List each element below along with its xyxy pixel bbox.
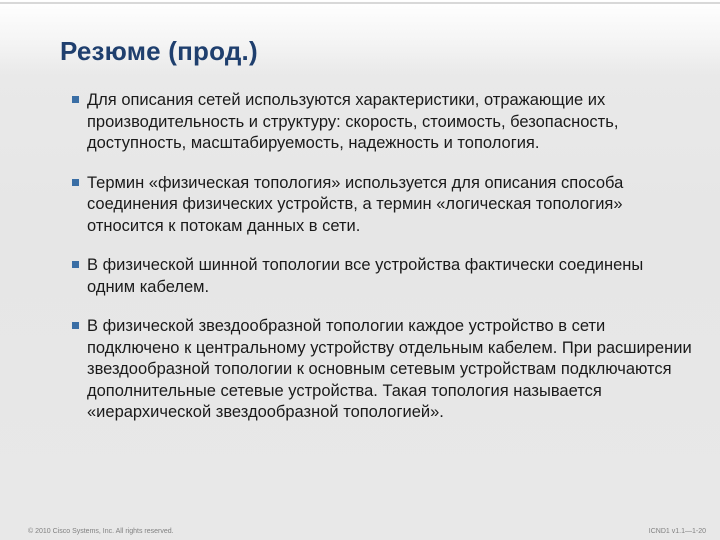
bullet-text: В физической звездообразной топологии каждое устройство в сети подключено к центральному устройству отдельным кабелем. При расширении звездообразной топологии к основным сетевым устройствам подключаются дополнительные сетевые устройства. Такая топология называется «иерархической звездообразной топологией». — [87, 317, 692, 421]
square-bullet-icon — [72, 96, 79, 103]
bullet-text: Термин «физическая топология» используется для описания способа соединения физических устройств, а термин «логическая топология» относится к потокам данных в сети. — [87, 173, 624, 235]
square-bullet-icon — [72, 322, 79, 329]
square-bullet-icon — [72, 179, 79, 186]
footer-slide-ref: ICND1 v1.1—1-20 — [648, 528, 706, 535]
square-bullet-icon — [72, 261, 79, 268]
bullet-item — [72, 316, 692, 424]
slide-title: Резюме (прод.) — [60, 36, 258, 66]
footer-copyright: © 2010 Cisco Systems, Inc. All rights reserved. — [28, 528, 174, 535]
bullet-text: Для описания сетей используются характеристики, отражающие их производительность и структуру: скорость, стоимость, безопасность, доступность, масштабируемость, надежность и топология. — [87, 91, 619, 152]
header-divider — [0, 2, 720, 4]
bullet-text: В физической шинной топологии все устройства фактически соединены одним кабелем. — [87, 256, 644, 296]
bullet-item — [72, 173, 692, 238]
bullet-list — [72, 90, 692, 442]
bullet-item — [72, 90, 692, 155]
bullet-item — [72, 255, 692, 298]
